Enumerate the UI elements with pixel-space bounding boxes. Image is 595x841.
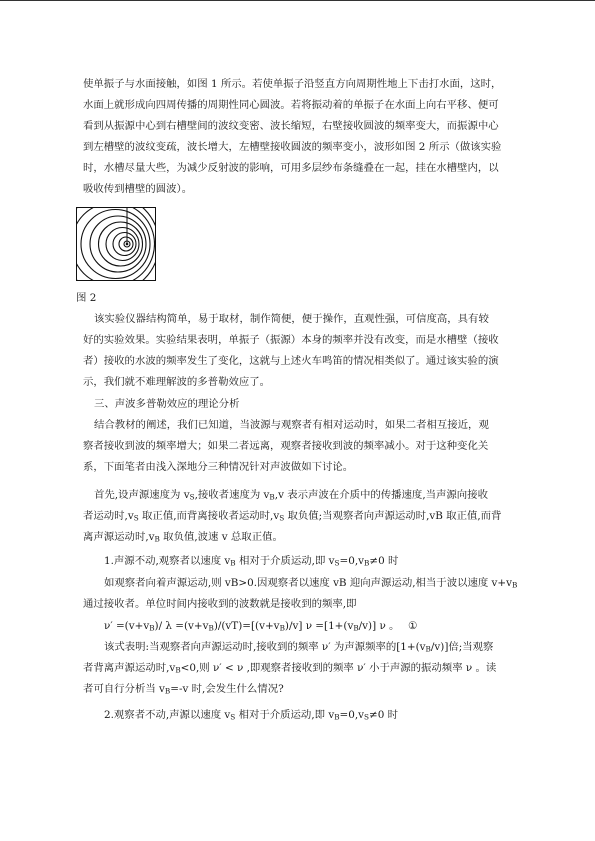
para4-line-1: 首先,设声源速度为 $v_S$,接收者速度为 $v_B,v$ 表示声波在介质中的传播速度,当声源向接收 [94,489,488,502]
page-top-rule [0,0,595,1]
case1-conclusion-2: 者背离声源运动时$,v_B<0$,则 ν′ < ν ,即观察者接收到的频率 ν′ 小于声源的振动频率 ν 。读 [83,662,497,675]
figure-2-ripple-image [76,207,156,284]
case1-line-1: 如观察者向着声源运动,则 vB>0.因观察者以速度 vB 迎向声源运动,相当于波以速度 $v+v_B$ [104,577,518,590]
para4-line-2: 者运动时$,v_S$ 取正值,而背离接收者运动时$,v_S$ 取负值;当观察者向声源运动时,vB 取正值,而背 [83,510,502,523]
para1-line-2: 水面上就形成向四周传播的周期性同心圆波。若将振动着的单振子在水面上向右平移、便可 [83,99,499,111]
para2-line-1: 该实验仪器结构简单，易于取材，制作简便，便于操作，直观性强，可信度高，具有较 [94,313,489,325]
para1-line-5: 时，水槽尽量大些，为减少反射波的影响，可用多层纱布条缝叠在一起，挂在水槽壁内，以 [83,162,499,174]
case1-formula: $\nu' =(v+v_B)/$ $\lambda =(v+v_B)/(vT)=[(v+v_B)/v]$ $\nu =[1+(v_B/v)]$ ν 。 [104,620,400,633]
para1-line-4: 到左槽壁的波纹变疏，波长增大，左槽壁接收圆波的频率变小，波形如图 2 所示（做该实验 [83,141,502,153]
para1-line-3: 看到从振源中心到右槽壁间的波纹变密、波长缩短，右壁接收圆波的频率变大，而振源中心 [83,120,499,132]
case2-title: 2.观察者不动,声源以速度 $v_S$ 相对于介质运动,即 $v_B=0,v_S\ne 0$ 时 [104,709,399,722]
ripple-diagram [76,207,156,281]
para2-line-2: 好的实验效果。实验结果表明，单振子（振源）本身的频率并没有改变，而是水槽壁（接收 [83,334,499,346]
figure-2-caption: 图 2 [76,292,97,304]
case1-conclusion-1: 该式表明:当观察者向声源运动时,接收到的频率 ν′ 为声源频率的$[1+(v_B/v)]$倍;当观察 [104,641,494,654]
para1-line-1: 使单振子与水面接触，如图 1 所示。若使单振子沿竖直方向周期性地上下击打水面，这时， [83,78,502,90]
case1-line-2: 通过接收者。单位时间内接收到的波数就是接收到的频率,即 [83,598,357,610]
para2-line-3: 者）接收的水波的频率发生了变化，这就与上述火车鸣笛的情况相类似了。通过该实验的演 [83,355,499,367]
para1-line-6: 吸收传到槽壁的圆波）。 [83,183,193,195]
case1-conclusion-3: 者可自行分析当 $v_B=-v$ 时,会发生什么情况? [83,683,284,696]
para3-line-2: 察者接收到波的频率增大；如果二者远离，观察者接收到波的频率减小。对于这种变化关 [83,440,489,452]
case1-title: 1.声源不动,观察者以速度 $v_B$ 相对于介质运动,即 $v_S=0,v_B\ne 0$ 时 [104,555,399,568]
section-heading: 三、声波多普勒效应的理论分析 [94,398,240,410]
para4-line-3: 离声源运动时$,v_B$ 取负值,波速 v 总取正值。 [83,531,283,544]
para2-line-4: 示，我们就不难理解波的多普勒效应了。 [83,376,271,388]
para3-line-3: 系，下面笔者由浅入深地分三种情况针对声波做如下讨论。 [83,461,354,473]
formula-number: ① [408,620,418,632]
para3-line-1: 结合教材的阐述，我们已知道，当波源与观察者有相对运动时，如果二者相互接近，观 [94,419,489,431]
